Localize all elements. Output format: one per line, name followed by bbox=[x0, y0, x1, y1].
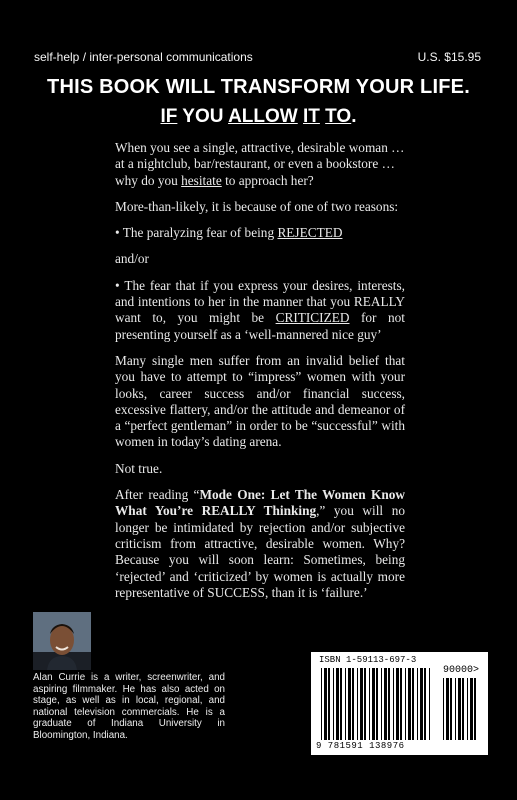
price-code: 90000> bbox=[443, 665, 480, 676]
price-label: U.S. $15.95 bbox=[417, 50, 481, 64]
intro-text: When you see a single, attractive, desirable woman … at a nightclub, bar/restaurant, or even a bookstore … why do you bbox=[115, 140, 405, 188]
back-cover-copy bbox=[115, 140, 405, 611]
paragraph-reasons: More-than-likely, it is because of one of two reasons: bbox=[115, 198, 399, 214]
bullet-text: The fear that if you express your desires, interests, and intentions to her in the manner that you REALLY want to, you might be bbox=[115, 277, 405, 326]
addon-barcode-bars bbox=[443, 678, 481, 740]
subheadline-you: YOU bbox=[177, 106, 229, 127]
isbn-barcode bbox=[311, 652, 488, 755]
headline: THIS BOOK WILL TRANSFORM YOUR LIFE. bbox=[47, 76, 470, 98]
barcode-digits: 9 781591 138976 bbox=[316, 741, 405, 751]
criticized-word: CRITICIZED bbox=[275, 310, 350, 326]
bullet-criticized bbox=[115, 278, 405, 343]
intro-end: to approach her? bbox=[221, 172, 314, 188]
paragraph-conclusion bbox=[115, 487, 405, 601]
paragraph-intro bbox=[115, 140, 405, 189]
author-bio: Alan Currie is a writer, screenwriter, and aspiring filmmaker. He has also acted on stage, as well as in local, regional, and national television commercials. He is a graduate of Indiana University in Bloomington, Indiana. bbox=[33, 672, 225, 741]
conclusion-text: ,” you will no longer be intimidated by rejection and/or subjective criticism from attractive, desirable women. Why? Because you will soon learn: Sometimes, being ‘rejected’ and ‘criticized’ by women is actually more representative of SUCCESS, than it is ‘failure.’ bbox=[115, 503, 405, 600]
conclusion-start: After reading “ bbox=[115, 487, 200, 503]
subheadline-allow: ALLOW bbox=[228, 106, 298, 127]
subheadline-to: TO bbox=[325, 106, 352, 127]
subheadline-if: IF bbox=[160, 106, 178, 127]
bullet-icon: • bbox=[115, 277, 120, 293]
book-title: Mode One: Let The Women Know What You’re REALLY Thinking bbox=[115, 487, 405, 519]
isbn-number: ISBN 1-59113-697-3 bbox=[319, 655, 417, 665]
and-or-text: and/or bbox=[115, 251, 149, 267]
hesitate-word: hesitate bbox=[181, 172, 222, 188]
category-label: self-help / inter-personal communications bbox=[34, 50, 253, 64]
subheadline-period: . bbox=[351, 106, 357, 127]
bullet-text: The paralyzing fear of being bbox=[119, 225, 278, 241]
paragraph-belief: Many single men suffer from an invalid belief that you have to attempt to “impress” women with your looks, career success and/or financial success, excessive flattery, and/or the attitude and demeanor of a “perfect gentleman” in order to be “successful” with women in today’s dating arena. bbox=[115, 352, 405, 450]
barcode-bars bbox=[321, 668, 433, 740]
rejected-word: REJECTED bbox=[277, 225, 343, 241]
bullet-icon: • bbox=[115, 225, 120, 241]
subheadline-it: IT bbox=[303, 106, 320, 127]
subheadline bbox=[0, 106, 517, 128]
author-photo bbox=[33, 612, 91, 670]
paragraph-not-true: Not true. bbox=[115, 460, 163, 476]
bullet-text-end: for not presenting yourself as a ‘well-mannered nice guy’ bbox=[115, 310, 405, 342]
bullet-rejected bbox=[115, 225, 405, 241]
